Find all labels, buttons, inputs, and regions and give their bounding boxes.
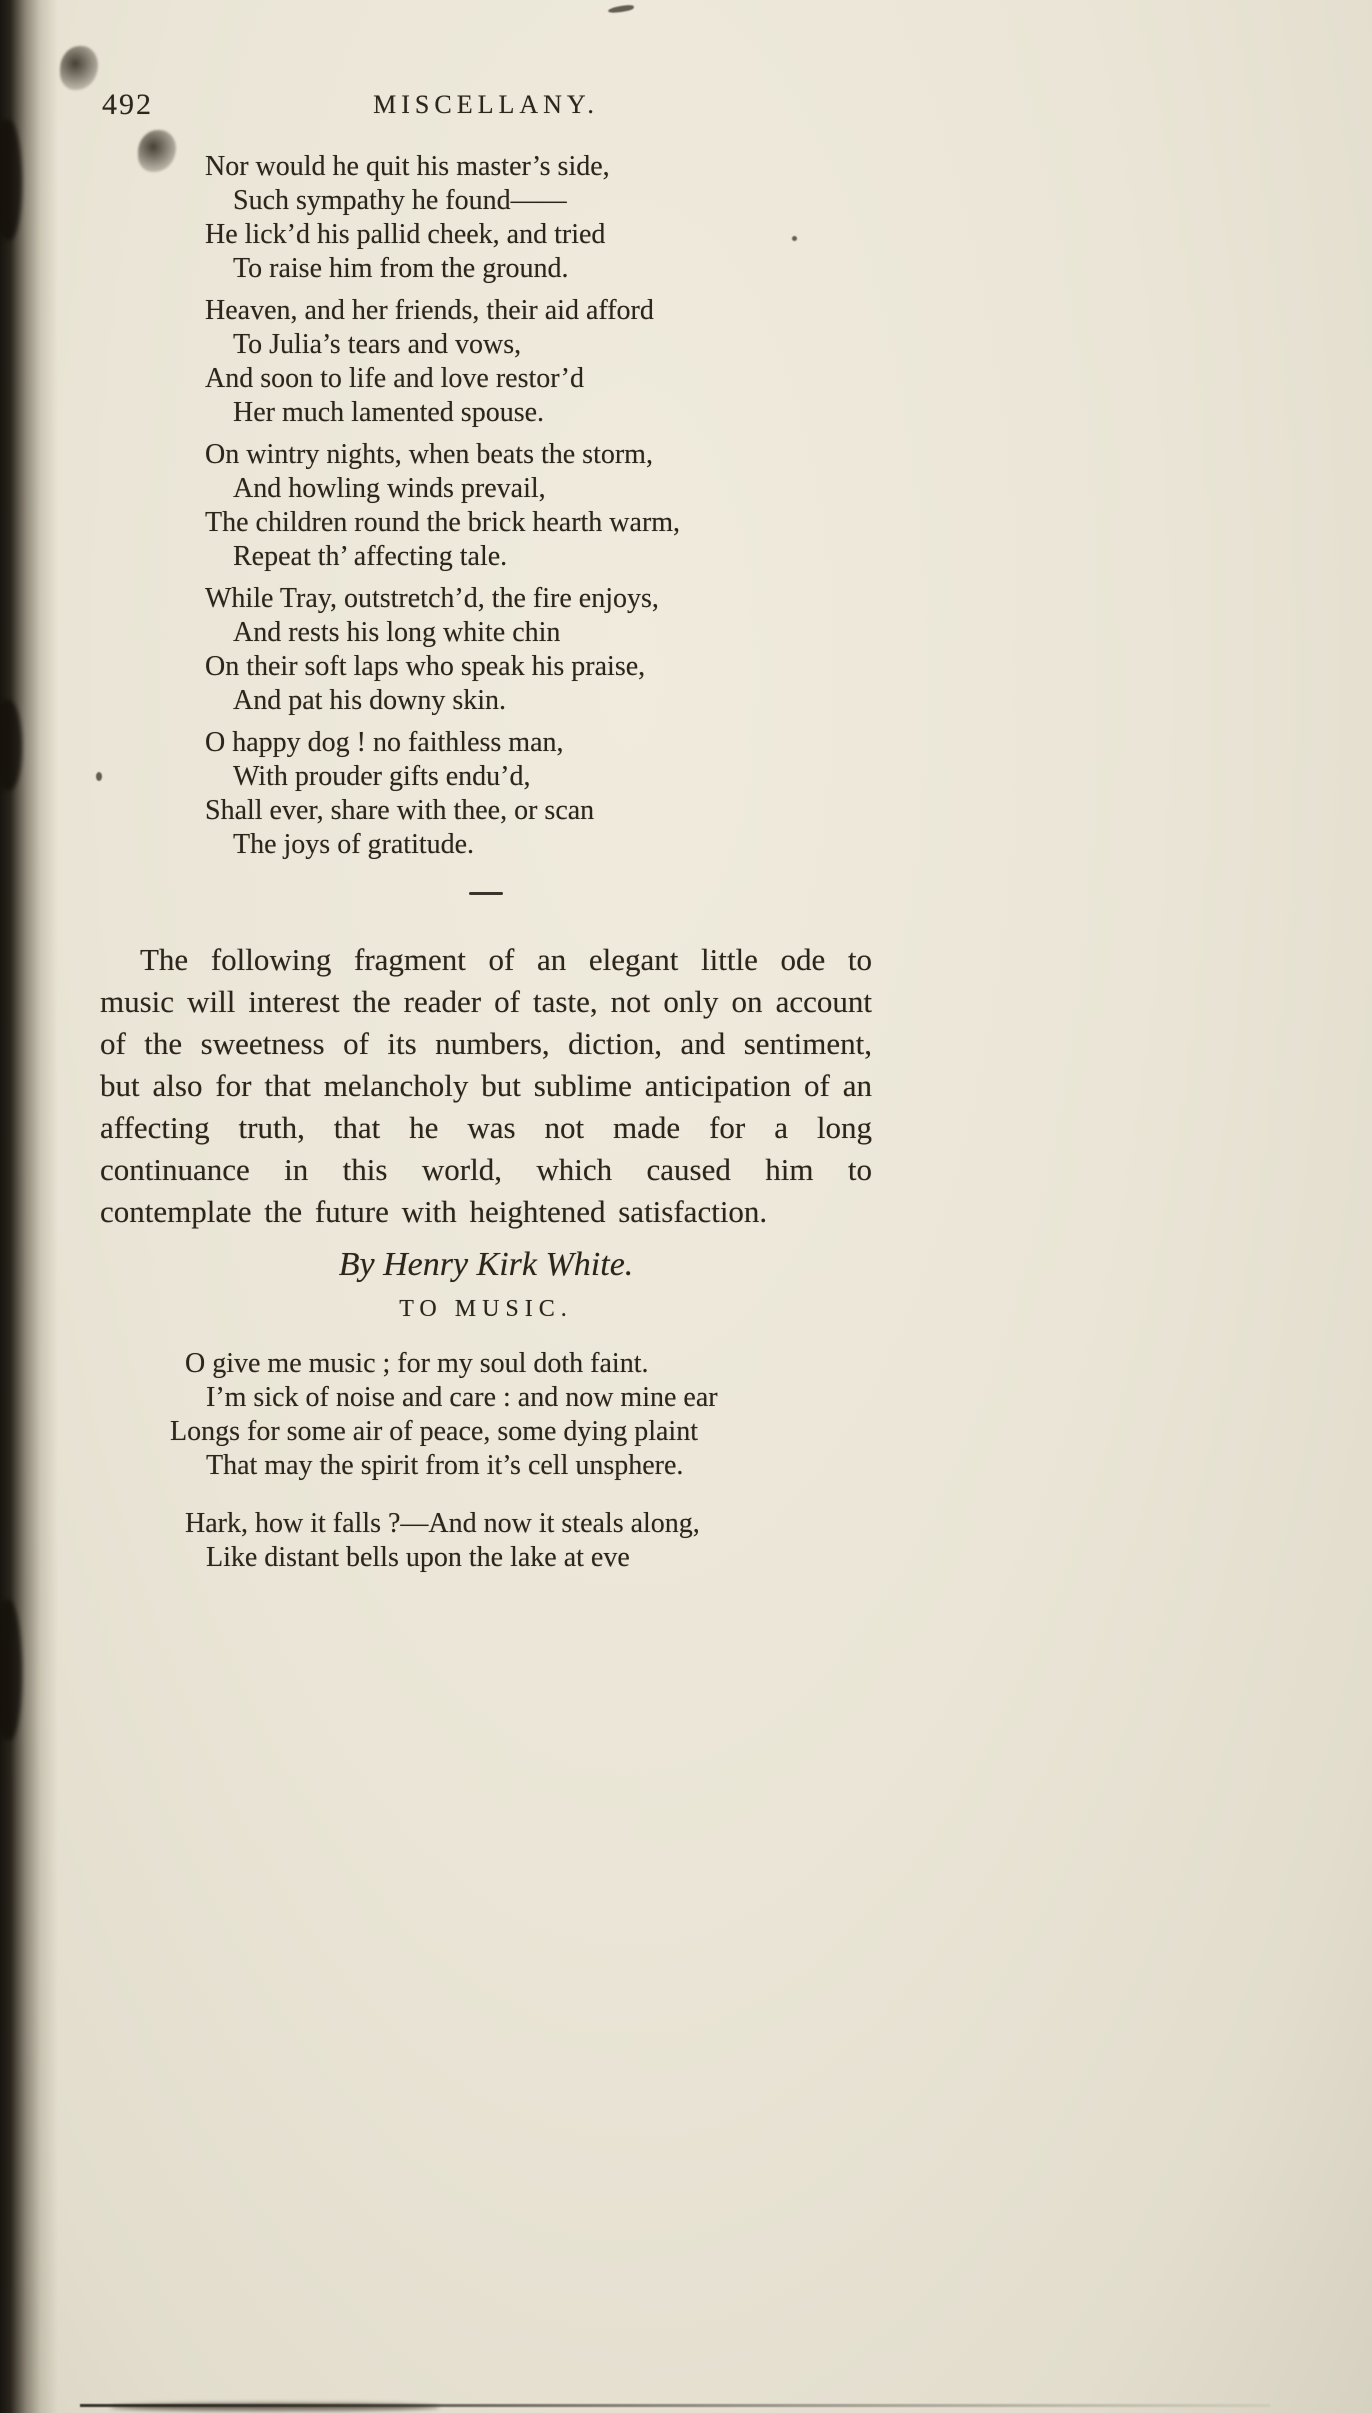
poem-line: And pat his downy skin. (233, 685, 506, 716)
stanza (100, 1347, 872, 1483)
poem-line: And howling winds prevail, (233, 473, 546, 504)
poem-tray (100, 150, 872, 862)
poem-title: TO MUSIC. (399, 1296, 573, 1322)
stanza (100, 294, 872, 430)
poem-line: On their soft laps who speak his praise, (205, 651, 646, 682)
poem-line: Such sympathy he found—— (233, 185, 567, 216)
section-divider (469, 892, 503, 895)
poem-line: Repeat th’ affecting tale. (233, 541, 508, 572)
stanza (100, 726, 872, 862)
running-header: MISCELLANY. (373, 90, 599, 119)
poem-line: While Tray, outstretch’d, the fire enjoys, (205, 583, 659, 614)
page-header (100, 86, 872, 128)
stanza (100, 438, 872, 574)
poem-line: And soon to life and love restor’d (205, 363, 584, 394)
poem-line: Longs for some air of peace, some dying plaint (170, 1416, 698, 1447)
binding-shadow (0, 0, 58, 2413)
stanza (100, 150, 872, 286)
poem-line: He lick’d his pallid cheek, and tried (205, 219, 606, 250)
ink-smudge (60, 46, 98, 90)
prose-paragraph: The following fragment of an elegant little ode to music will interest the reader of taste, not only on account of the sweetness of its numbers, diction, and sentiment, but also for that melancholy but sublime anticipation of an affecting truth, that he was not made for a long continuance in this world, which caused him to contemplate the future with heightened satisfaction. (100, 942, 872, 1229)
poem-attribution: By Henry Kirk White. (338, 1246, 634, 1283)
poem-line: Shall ever, share with thee, or scan (205, 795, 595, 826)
poem-line: Hark, how it falls ?—And now it steals along, (185, 1508, 700, 1539)
poem-line: I’m sick of noise and care : and now mine ear (206, 1382, 718, 1413)
page-content (100, 86, 872, 1599)
poem-line: With prouder gifts endu’d, (233, 761, 531, 792)
page-number: 492 (102, 88, 153, 121)
poem-to-music (100, 1347, 872, 1575)
stanza (100, 582, 872, 718)
poem-line: That may the spirit from it’s cell unsphere. (206, 1450, 684, 1481)
poem-line: Her much lamented spouse. (233, 397, 545, 428)
poem-line: O give me music ; for my soul doth faint. (185, 1348, 649, 1379)
poem-line: To Julia’s tears and vows, (233, 329, 522, 360)
poem-line: Like distant bells upon the lake at eve (206, 1542, 630, 1573)
poem-line: The children round the brick hearth warm, (205, 507, 681, 538)
scan-edge (80, 2404, 1270, 2407)
poem-line: To raise him from the ground. (233, 253, 569, 284)
poem-line: Nor would he quit his master’s side, (205, 151, 610, 182)
poem-line: The joys of gratitude. (233, 829, 475, 860)
poem-line: And rests his long white chin (233, 617, 561, 648)
stanza (100, 1507, 872, 1575)
scan-squiggle (608, 4, 635, 14)
poem-line: On wintry nights, when beats the storm, (205, 439, 653, 470)
poem-line: O happy dog ! no faithless man, (205, 727, 564, 758)
poem-line: Heaven, and her friends, their aid afford (205, 295, 654, 326)
